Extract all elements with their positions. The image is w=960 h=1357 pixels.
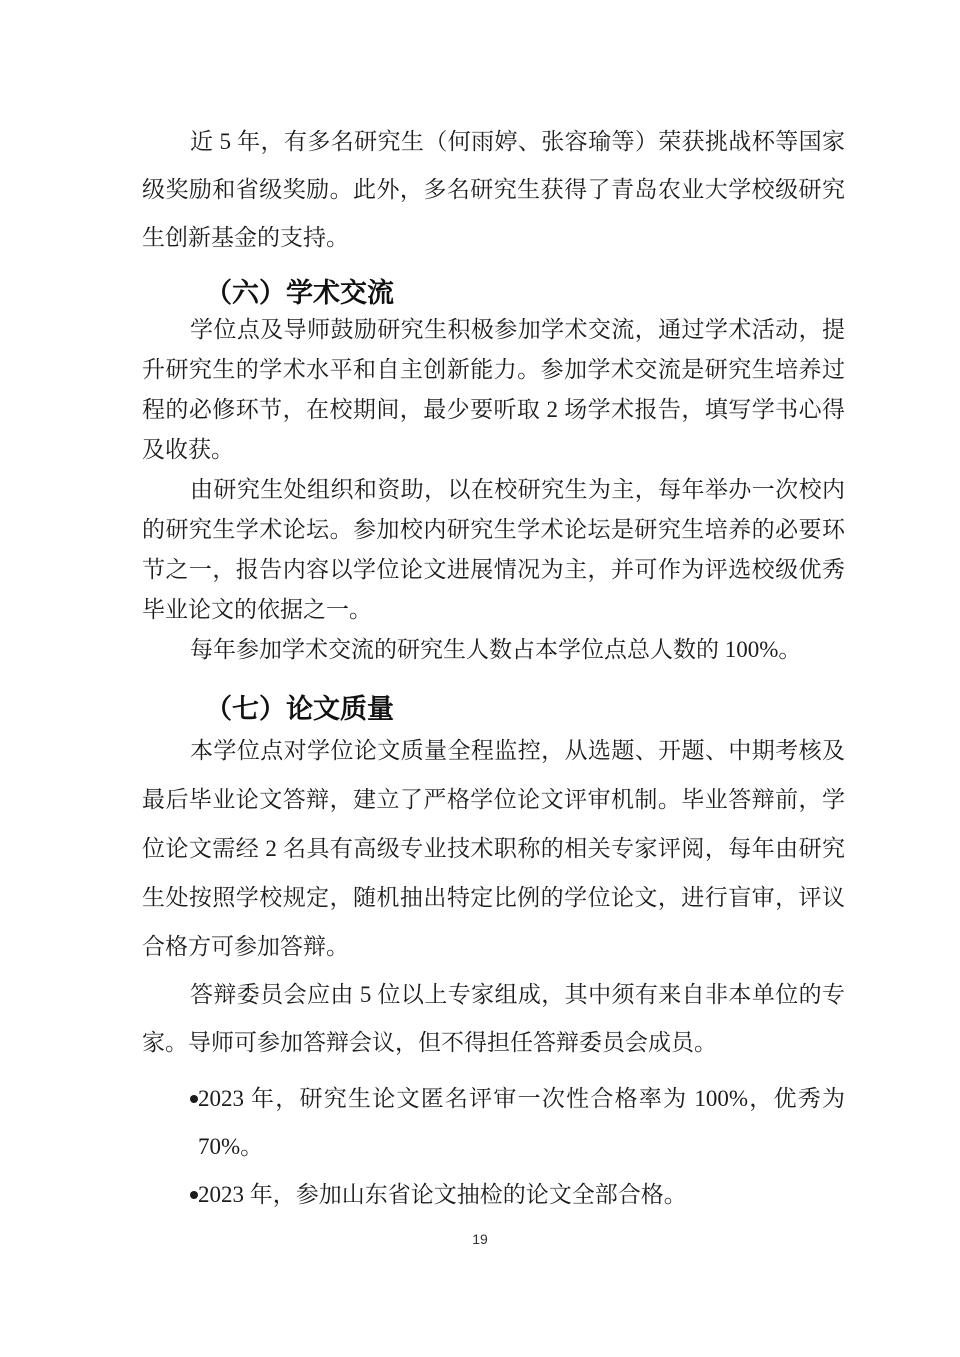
section-heading-academic-exchange: （六）学术交流 (205, 278, 394, 308)
bullet-text-review-pass-rate: 2023 年，研究生论文匿名评审一次性合格率为 100%，优秀为 70%。 (198, 1086, 845, 1159)
bullet-item-review-pass-rate (142, 1075, 845, 1171)
paragraph-participation-rate: 每年参加学术交流的研究生人数占本学位点总人数的 100%。 (190, 637, 802, 662)
bullet-icon (190, 1095, 198, 1103)
page-number: 19 (472, 1231, 488, 1247)
section-heading-thesis-quality: （七）论文质量 (205, 694, 394, 724)
paragraph-student-awards: 近 5 年，有多名研究生（何雨婷、张容瑜等）荣获挑战杯等国家级奖励和省级奖励。此外，多名研究生获得了青岛农业大学校级研究生创新基金的支持。 (142, 129, 845, 250)
paragraph-exchange-policy: 学位点及导师鼓励研究生积极参加学术交流，通过学术活动，提升研究生的学术水平和自主创新能力。参加学术交流是研究生培养过程的必修环节，在校期间，最少要听取 2 场学术报告，填写学书心得及收获。 (142, 317, 845, 462)
bullet-icon (190, 1191, 198, 1199)
paragraph-thesis-review-process: 本学位点对学位论文质量全程监控，从选题、开题、中期考核及最后毕业论文答辩，建立了严格学位论文评审机制。毕业答辩前，学位论文需经 2 名具有高级专业技术职称的相关专家评阅，每年由研究生处按照学校规定，随机抽出特定比例的学位论文，进行盲审，评议合格方可参加答辩。 (142, 738, 845, 959)
paragraph-defense-committee: 答辩委员会应由 5 位以上专家组成，其中须有来自非本单位的专家。导师可参加答辩会议，但不得担任答辩委员会成员。 (142, 982, 845, 1055)
paragraph-academic-forum: 由研究生处组织和资助，以在校研究生为主，每年举办一次校内的研究生学术论坛。参加校内研究生学术论坛是研究生培养的必要环节之一，报告内容以学位论文进展情况为主，并可作为评选校级优秀毕业论文的依据之一。 (142, 477, 845, 622)
bullet-text-spot-check: 2023 年，参加山东省论文抽检的论文全部合格。 (198, 1182, 687, 1207)
bullet-item-spot-check (142, 1171, 845, 1219)
